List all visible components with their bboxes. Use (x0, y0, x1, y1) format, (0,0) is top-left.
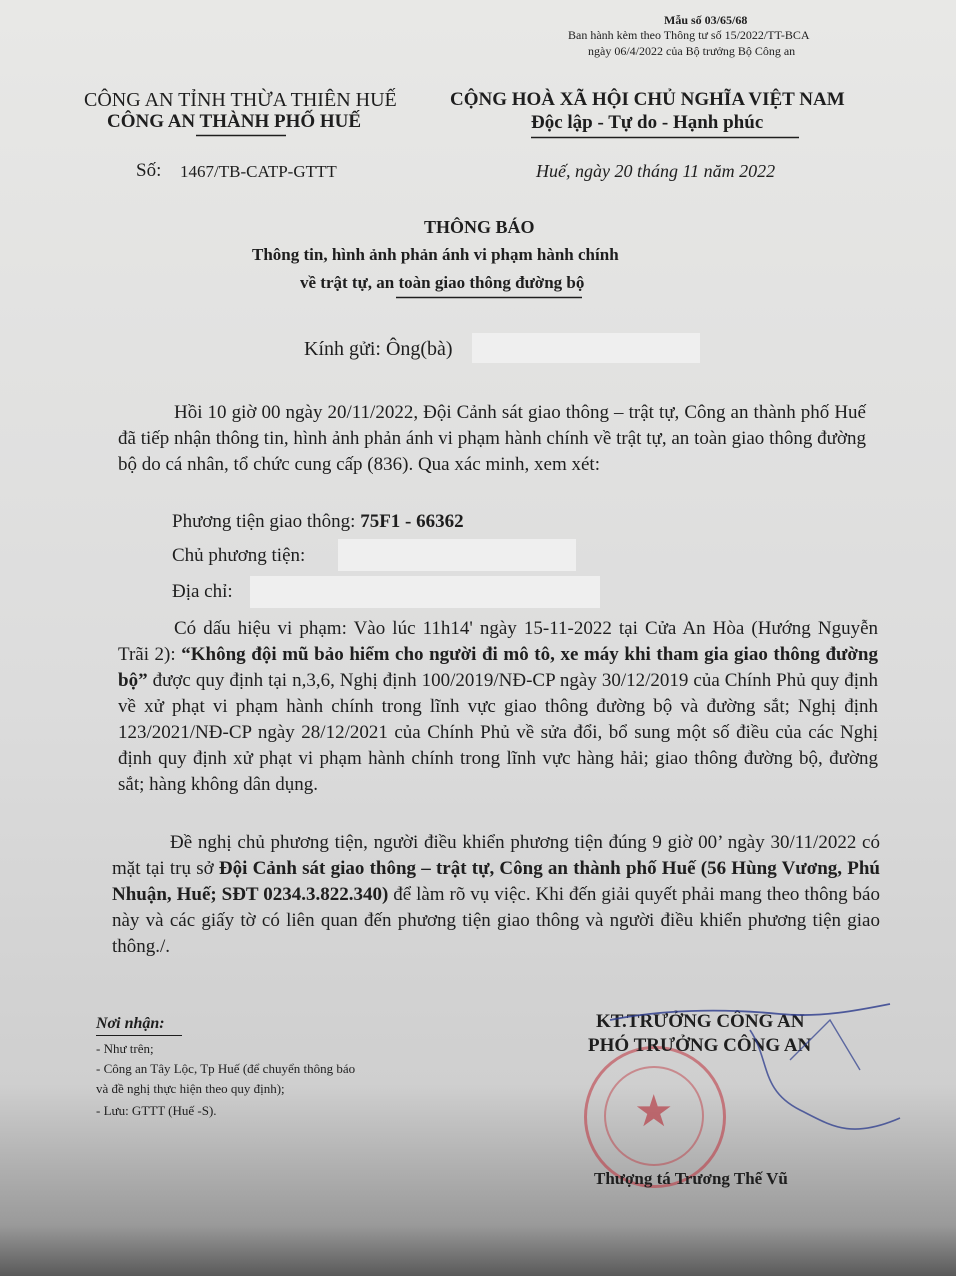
vehicle-plate: 75F1 - 66362 (360, 511, 464, 532)
vehicle-line (172, 512, 464, 531)
request-rest: để làm rõ vụ việc. Khi đến giải quyết phải mang theo thông báo này và các giấy tờ có liên quan đến phương tiện giao thông và người điều khiển phương tiện giao thông./. (112, 884, 880, 957)
signature-title-line1: KT.TRƯỞNG CÔNG AN (596, 1011, 805, 1032)
form-number: Mẫu số 03/65/68 (664, 13, 748, 27)
title-underline (396, 296, 582, 299)
recipient-item: - Như trên; (96, 1041, 154, 1056)
doc-number: 1467/TB-CATP-GTTT (180, 162, 337, 181)
owner-label: Chủ phương tiện: (172, 545, 306, 566)
recipient-label: Kính gửi: Ông(bà) (304, 338, 453, 360)
doc-number-label: Số: (136, 160, 162, 181)
form-issued-with: Ban hành kèm theo Thông tư số 15/2022/TT-BCA (568, 28, 810, 42)
recipient-item: - Công an Tây Lộc, Tp Huế (để chuyển thông báo (96, 1061, 356, 1076)
recipient-item: - Lưu: GTTT (Huế -S). (96, 1103, 217, 1118)
request-intro: Đề nghị chủ phương tiện, người điều khiển phương tiện đúng 9 giờ 00’ ngày 30/11/2022 có mặt tại trụ sở (112, 832, 880, 879)
form-issued-date: ngày 06/4/2022 của Bộ trưởng Bộ Công an (588, 44, 796, 58)
redacted-recipient-name (472, 333, 700, 363)
agency-name: CÔNG AN THÀNH PHỐ HUẾ (107, 111, 362, 132)
violation-description: “Không đội mũ bảo hiểm cho người đi mô tô, xe máy khi tham gia giao thông đường bộ” (118, 644, 879, 691)
address-label: Địa chỉ: (172, 581, 233, 602)
agency-underline (196, 134, 286, 137)
redacted-address (250, 576, 600, 608)
motto-underline (531, 136, 799, 139)
request-location: Đội Cảnh sát giao thông – trật tự, Công an thành phố Huế (56 Hùng Vương, Phú Nhuận, Huế; SĐT 0234.3.822.340) (112, 858, 880, 905)
handwritten-signature (600, 1000, 920, 1150)
violation-intro: Có dấu hiệu vi phạm: Vào lúc 11h14' ngày 15-11-2022 tại Cửa An Hòa (Hướng Nguyễn Trãi 2): (118, 618, 878, 665)
signature-title-line2: PHÓ TRƯỞNG CÔNG AN (588, 1035, 812, 1056)
violation-paragraph (118, 616, 878, 798)
document-subtitle-line2: về trật tự, an toàn giao thông đường bộ (300, 273, 585, 292)
body-paragraph-intro: Hồi 10 giờ 00 ngày 20/11/2022, Đội Cảnh sát giao thông – trật tự, Công an thành phố Huế đã tiếp nhận thông tin, hình ảnh phản ánh vi phạm hành chính về trật tự, an toàn giao thông đường bộ do cá nhân, tổ chức cung cấp (836). Qua xác minh, xem xét: (118, 402, 866, 475)
recipients-underline (96, 1034, 182, 1037)
violation-legal-basis: được quy định tại n,3,6, Nghị định 100/2019/NĐ-CP ngày 30/12/2019 của Chính Phủ quy định về xử phạt vi phạm hành chính trong lĩnh vực giao thông đường bộ và đường sắt; Nghị định 123/2021/NĐ-CP ngày 28/12/2021 của Chính Phủ về sửa đổi, bổ sung một số điều của các Nghị định quy định xử phạt vi phạm hành chính trong lĩnh vực hàng hải; giao thông đường bộ, đường sắt; hàng không dân dụng. (118, 670, 878, 795)
request-paragraph (112, 830, 880, 960)
signer-name: Thượng tá Trương Thế Vũ (594, 1169, 788, 1188)
seal-star-icon: ★ (634, 1086, 674, 1137)
recipients-title: Nơi nhận: (96, 1015, 165, 1032)
document-subtitle-line1: Thông tin, hình ảnh phản ánh vi phạm hành chính (252, 245, 619, 264)
document-title: THÔNG BÁO (424, 217, 535, 237)
vehicle-label: Phương tiện giao thông: (172, 511, 356, 532)
nation-title: CỘNG HOÀ XÃ HỘI CHỦ NGHĨA VIỆT NAM (450, 89, 845, 110)
redacted-owner (338, 539, 576, 571)
nation-motto: Độc lập - Tự do - Hạnh phúc (531, 112, 764, 133)
recipient-item: và đề nghị thực hiện theo quy định); (96, 1081, 285, 1096)
agency-parent: CÔNG AN TỈNH THỪA THIÊN HUẾ (84, 89, 397, 111)
place-date: Huế, ngày 20 tháng 11 năm 2022 (536, 161, 776, 181)
